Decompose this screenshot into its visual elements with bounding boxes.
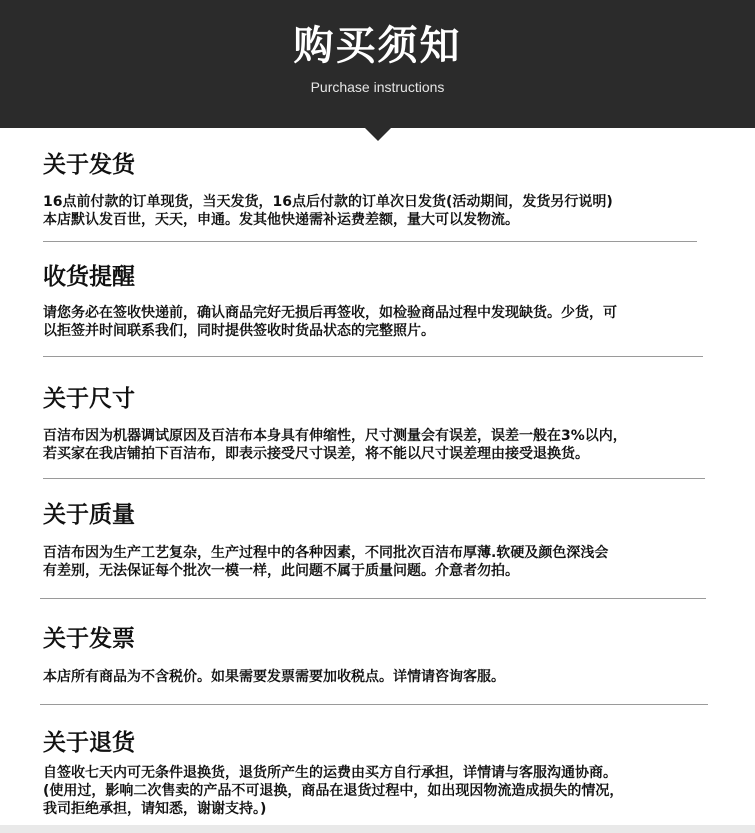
section-title: 关于退货 [43, 730, 135, 756]
section-body: 百洁布因为机器调试原因及百洁布本身具有伸缩性，尺寸测量会有误差，误差一般在3%以内， 若买家在我店铺拍下百洁布，即表示接受尺寸误差，将不能以尺寸误差理由接受退换货。 [43, 428, 627, 462]
header-banner [0, 0, 755, 128]
header-pointer-triangle [364, 127, 392, 141]
footer-strip [0, 825, 755, 833]
section-shipping [43, 150, 613, 229]
section-body: 16点前付款的订单现货，当天发货，16点后付款的订单次日发货(活动期间，发货另行说明) 本店默认发百世，天天，申通。发其他快递需补运费差额，量大可以发物流。 [43, 194, 613, 228]
section-title: 关于质量 [43, 502, 135, 528]
divider [43, 241, 697, 242]
section-body: 自签收七天内可无条件退换货，退货所产生的运费由买方自行承担，详情请与客服沟通协商。 (使用过，影响二次售卖的产品不可退换，商品在退货过程中，如出现因物流造成损失的情况， 我司拒绝承担，请知悉，谢谢支持。) [43, 765, 624, 817]
divider [40, 704, 708, 705]
page-title: 购买须知 [293, 23, 462, 69]
section-invoice [43, 624, 505, 686]
section-title: 关于发票 [43, 626, 135, 652]
divider [40, 598, 706, 599]
section-receipt-reminder [43, 262, 617, 340]
section-returns [43, 728, 623, 818]
divider [43, 478, 705, 479]
section-title: 收货提醒 [43, 264, 135, 290]
section-quality [43, 500, 608, 580]
section-body: 百洁布因为生产工艺复杂，生产过程中的各种因素，不同批次百洁布厚薄.软硬及颜色深浅会 有差别，无法保证每个批次一模一样，此问题不属于质量问题。介意者勿拍。 [43, 545, 609, 579]
section-title: 关于尺寸 [43, 386, 135, 412]
section-body: 请您务必在签收快递前，确认商品完好无损后再签收，如检验商品过程中发现缺货。少货，可 以拒签并时间联系我们，同时提供签收时货品状态的完整照片。 [43, 305, 617, 339]
section-body: 本店所有商品为不含税价。如果需要发票需要加收税点。详情请咨询客服。 [43, 669, 505, 685]
divider [43, 356, 703, 357]
section-title: 关于发货 [43, 152, 135, 178]
section-size [43, 384, 627, 463]
page-subtitle: Purchase instructions [310, 79, 445, 95]
